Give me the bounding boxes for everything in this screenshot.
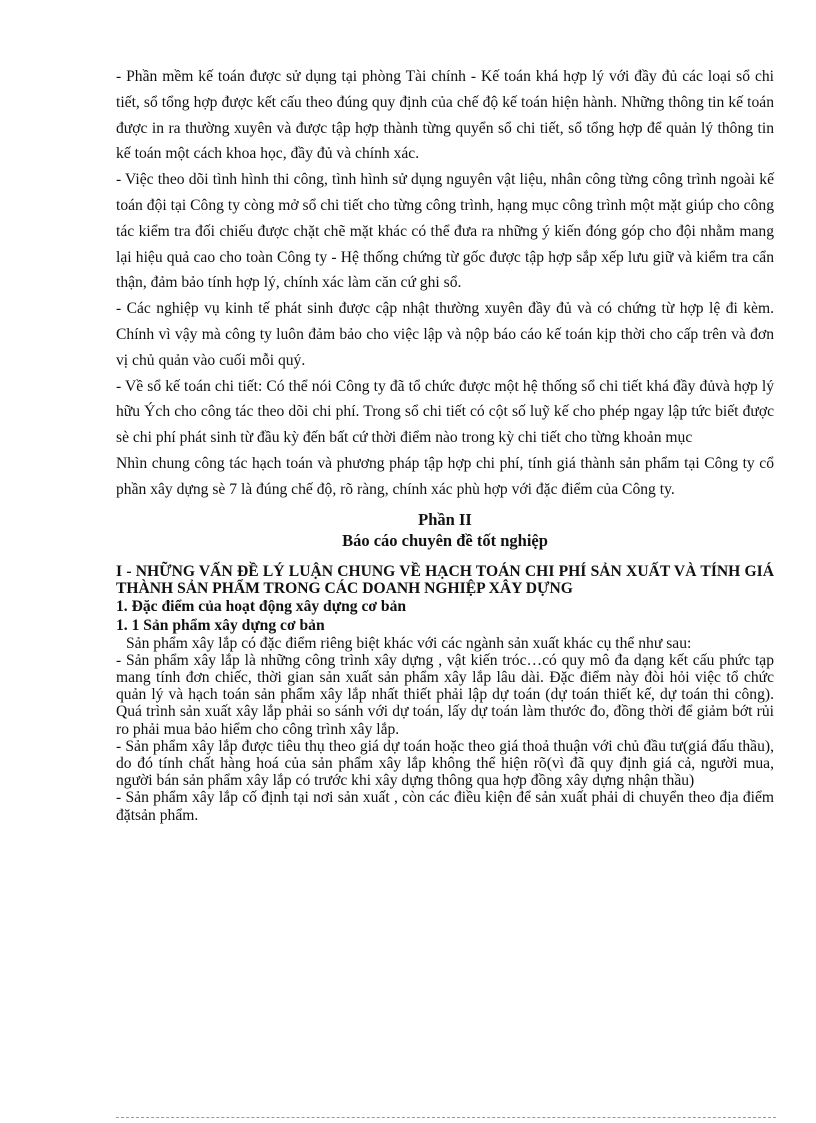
document-page (116, 64, 774, 824)
paragraph-construction-monitoring: - Việc theo dõi tình hình thi công, tình hình sử dụng nguyên vật liệu, nhân công từng công trình ngoài kế toán đội tại Công ty còng mở sổ chi tiết cho từng công trình, hạng mục công trình một mặt giúp cho công tác kiểm tra đối chiếu được chặt chẽ mặt khác có thể đưa ra những ý kiến đóng góp cho đội nhằm mang lại hiệu quả cao cho toàn Công ty - Hệ thống chứng từ gốc được tập hợp sắp xếp lưu giữ và kiểm tra cẩn thận, đảm bảo tính hợp lý, chính xác làm căn cứ ghi sổ. (116, 171, 774, 292)
paragraph-product-bullet-3: - Sản phẩm xây lắp cố định tại nơi sản xuất , còn các điều kiện để sản xuất phải di chuyển theo địa điểm đặtsản phẩm. (116, 789, 774, 824)
paragraph-accounting-software: - Phần mềm kế toán được sử dụng tại phòng Tài chính - Kế toán khá hợp lý với đầy đủ các loại sổ chi tiết, sổ tổng hợp được kết cấu theo đúng quy định của chế độ kế toán hiện hành. Những thông tin kế toán được in ra thường xuyên và được tập hợp thành từng quyển sổ chi tiết, sổ tổng hợp để quản lý thông tin kế toán một cách khoa học, đầy đủ và chính xác. (116, 68, 774, 163)
paragraph-economic-transactions: - Các nghiệp vụ kinh tế phát sinh được cập nhật thường xuyên đầy đủ và có chứng từ hợp lệ đi kèm. Chính vì vậy mà công ty luôn đảm bảo cho việc lập và nộp báo cáo kế toán kịp thời cho cấp trên và đơn vị chủ quản vào cuối mỗi quý. (116, 300, 774, 369)
paragraph-detailed-ledger: - Về sổ kế toán chi tiết: Có thể nói Công ty đã tổ chức được một hệ thống sổ chi tiết khá đầy đủvà hợp lý hữu Ých cho công tác theo dõi chi phí. Trong sổ chi tiết có cột số luỹ kế cho phép ngay lập tức biết được sè chi phí phát sinh từ đầu kỳ đến bất cứ thời điểm nào trong kỳ chi tiết cho từng khoản mục (116, 377, 774, 447)
paragraph-product-bullet-1: - Sản phẩm xây lắp là những công trình xây dựng , vật kiến tróc…có quy mô đa dạng kết cấu phức tạp mang tính đơn chiếc, thời gian sản xuất sản phẩm xây lắp lâu dài. Đặc điểm này đòi hỏi việc tổ chức quản lý và hạch toán sản phẩm xây lắp nhất thiết phải lập dự toán (dự toán thiết kế, dự toán thi công). Quá trình sản xuất xây lắp phải so sánh với dự toán, lấy dự toán làm thước đo, đồng thời để giảm bớt rủi ro phải mua bảo hiểm cho công trình xây lắp. (116, 651, 774, 738)
part1-body (116, 64, 774, 503)
part-label: Phần II (418, 509, 472, 529)
subheading-construction-characteristics: 1. Đặc điểm của hoạt động xây dựng cơ bản (116, 597, 407, 615)
paragraph-product-bullet-2: - Sản phẩm xây lắp được tiêu thụ theo giá dự toán hoặc theo giá thoả thuận với chủ đầu tư(giá đấu thầu), do đó tính chất hàng hoá của sản phẩm xây lắp không thể hiện rõ(vì đã quy định giá cả, người mua, người bán sản phẩm xây lắp có trước khi xây dựng thông qua hợp đồng xây dựng nhận thầu) (116, 737, 774, 790)
report-title: Báo cáo chuyên đề tốt nghiệp (342, 530, 548, 550)
subheading-construction-product: 1. 1 Sản phẩm xây dựng cơ bản (116, 616, 325, 634)
paragraph-product-intro: Sản phẩm xây lắp có đặc điểm riêng biệt khác với các ngành sản xuất khác cụ thể như sau: (126, 634, 692, 652)
paragraph-overall-conclusion: Nhìn chung công tác hạch toán và phương pháp tập hợp chi phí, tính giá thành sản phẩm tại Công ty cổ phần xây dựng sè 7 là đúng chế độ, rõ ràng, chính xác phù hợp với đặc điểm của Công ty. (116, 454, 774, 498)
page-bottom-divider (116, 1117, 776, 1118)
section-heading: I - NHỮNG VẤN ĐỀ LÝ LUẬN CHUNG VỀ HẠCH TOÁN CHI PHÍ SẢN XUẤT VÀ TÍNH GIÁ THÀNH SẢN PHẨM TRONG CÁC DOANH NGHIỆP XÂY DỰNG (116, 562, 774, 597)
